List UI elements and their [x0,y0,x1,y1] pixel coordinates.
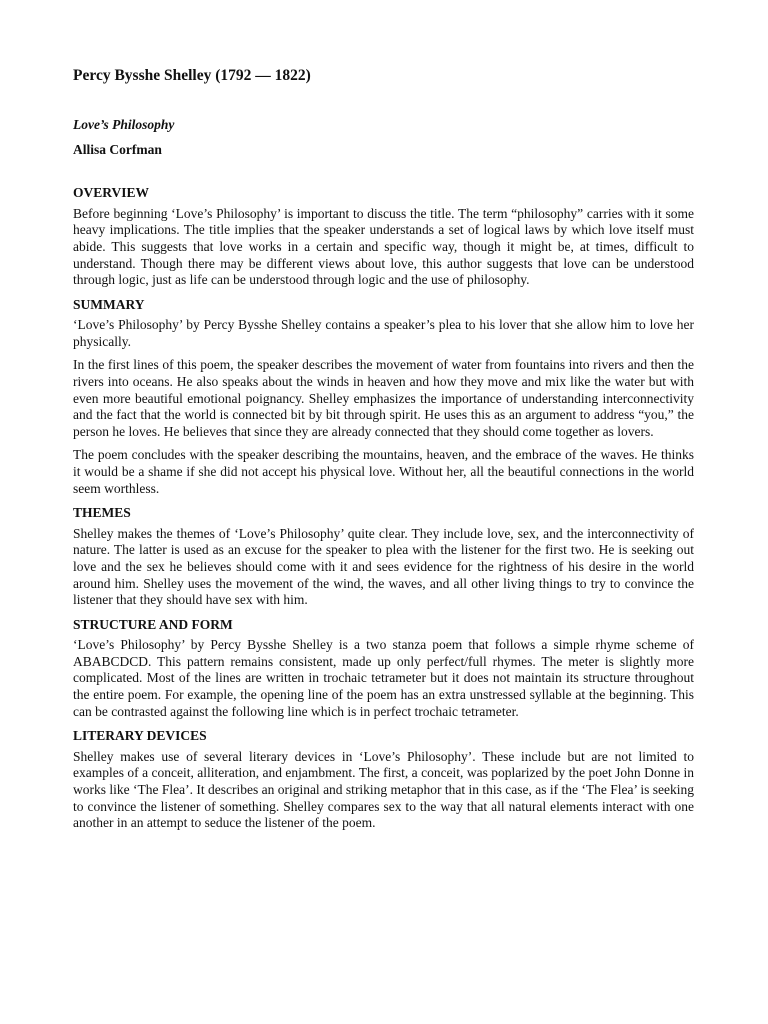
section-heading: LITERARY DEVICES [73,728,207,744]
paragraph: Shelley makes the themes of ‘Love’s Philosophy’ quite clear. They include love, sex, and the interconnectivity of nature. The latter is used as an excuse for the speaker to plea with the listener for the first two. He is seeking out love and the sex he believes should come with it and sees evidence for the rightness of his desire in the world around him. Shelley uses the movement of the wind, the waves, and all other living things to try to convince the listener that they should have sex with him. [73,525,694,608]
section-summary [73,296,694,497]
paragraph: Before beginning ‘Love’s Philosophy’ is important to discuss the title. The term “philosophy” carries with it some heavy implications. The title implies that the speaker understands a set of logical laws by which love itself must abide. This suggests that love works in a certain and specific way, though it might be, at times, difficult to understand. Though there may be different views about love, this author suggests that love can be understood through logic, just as life can be understood through logic and the use of philosophy. [73,205,694,288]
section-heading: SUMMARY [73,296,145,312]
section-structure-and-form [73,616,694,721]
section-heading: THEMES [73,505,131,521]
section-literary-devices [73,727,694,832]
poem-title: Love’s Philosophy [73,117,175,133]
section-themes [73,504,694,609]
paragraph: Shelley makes use of several literary devices in ‘Love’s Philosophy’. These include but are not limited to examples of a conceit, alliteration, and enjambment. The first, a conceit, was poplarized by the poet John Donne in works like ‘The Flea’. It describes an original and striking metaphor that in this case, as if the ‘The Flea’ is seeking to convince the listener of something. Shelley compares sex to the way that all natural elements interact with one another in an attempt to seduce the listener of the poem. [73,748,694,831]
paragraph: The poem concludes with the speaker describing the mountains, heaven, and the embrace of the waves. He thinks it would be a shame if she did not accept his physical love. Without her, all the beautiful connections in the world seem worthless. [73,447,694,496]
paragraph: ‘Love’s Philosophy’ by Percy Bysshe Shelley is a two stanza poem that follows a simple rhyme scheme of ABABCDCD. This pattern remains consistent, made up only perfect/full rhymes. The meter is slightly more complicated. Most of the lines are written in trochaic tetrameter but it does not maintain its structure throughout the entire poem. For example, the opening line of the poem has an extra unstressed syllable at the beginning. This can be contrasted against the following line which is in perfect trochaic tetrameter. [73,637,694,719]
document-title: Percy Bysshe Shelley (1792 — 1822) [73,67,311,84]
section-heading: STRUCTURE AND FORM [73,616,233,632]
paragraph: In the first lines of this poem, the speaker describes the movement of water from fountains into rivers and then the rivers into oceans. He also speaks about the winds in heaven and how they move and mix like the water but with even more beautiful emotional poignancy. Shelley emphasizes the importance of understanding interconnectivity and the fact that the world is connected bit by bit through spirit. He uses this as an argument to address “you,” the person he loves. He believes that since they are already connected that they should come together as lovers. [73,357,694,439]
document-body [73,66,694,839]
paragraph: ‘Love’s Philosophy’ by Percy Bysshe Shelley contains a speaker’s plea to his lover that she allow him to love her physically. [73,317,694,349]
author-name: Allisa Corfman [73,141,162,157]
section-overview [73,184,694,289]
section-heading: OVERVIEW [73,185,150,201]
